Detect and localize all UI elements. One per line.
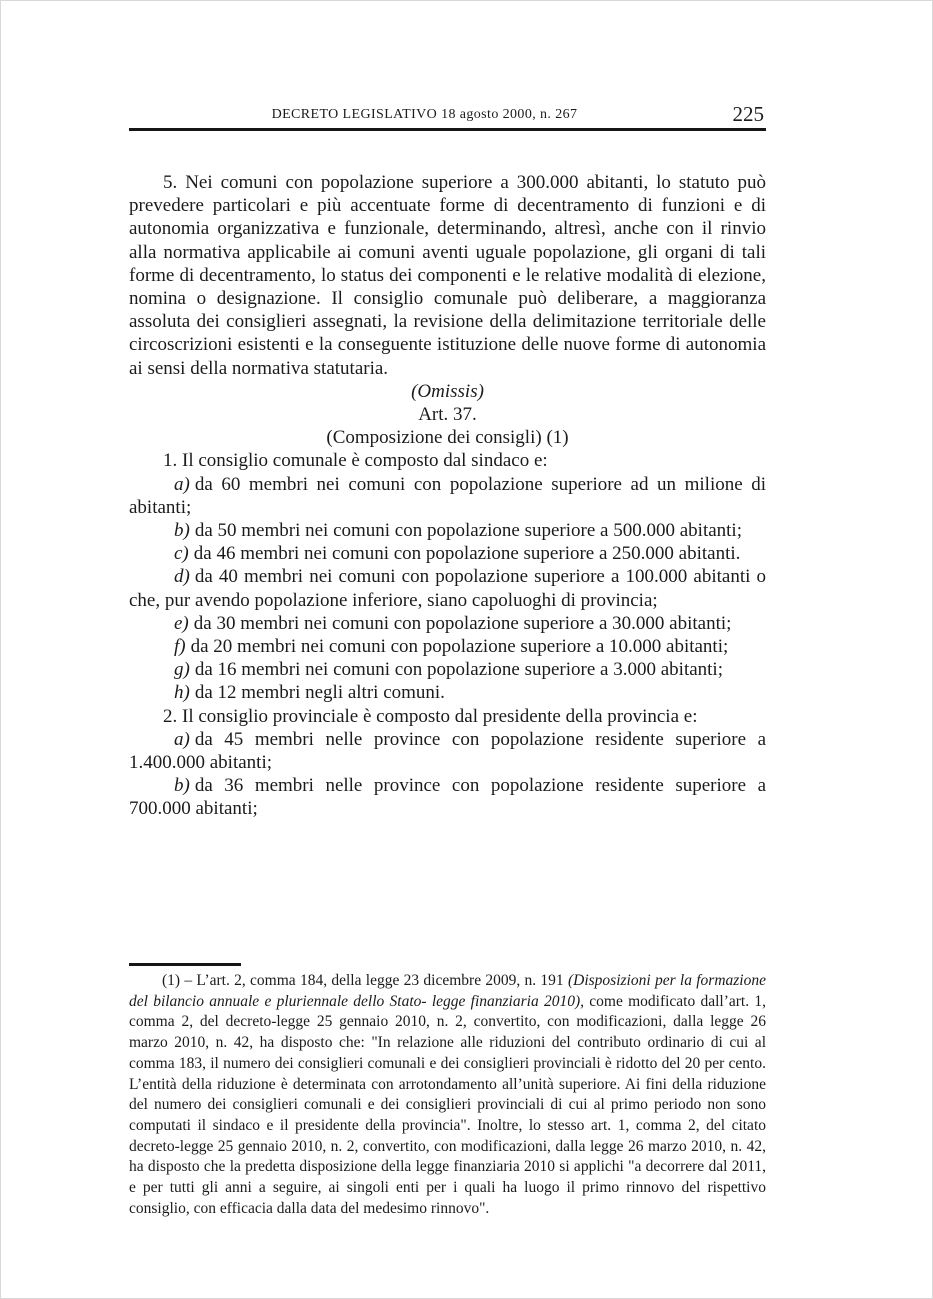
item-text: da 16 membri nei comuni con popolazione superiore a 3.000 abitanti; xyxy=(194,659,723,681)
list-item-1d xyxy=(129,565,766,611)
running-header-caption: DECRETO LEGISLATIVO 18 agosto 2000, n. 267 xyxy=(271,107,578,122)
comma-2-intro: 2. Il consiglio provinciale è composto dal presidente della provincia e: xyxy=(163,705,698,727)
item-letter: e) xyxy=(174,612,189,634)
running-header xyxy=(129,100,766,131)
comma-1-intro: 1. Il consiglio comunale è composto dal sindaco e: xyxy=(163,450,548,472)
list-item-1e xyxy=(129,612,766,635)
list-item-1h xyxy=(129,681,766,704)
page-number: 225 xyxy=(732,102,764,126)
item-text: da 12 membri negli altri comuni. xyxy=(194,682,445,704)
item-letter: b) xyxy=(174,520,190,542)
footnote-part-italic: (Disposizioni per la formazione del bilancio annuale e pluriennale dello Stato- legge finanziaria 2010), xyxy=(129,972,766,1010)
item-text: da 20 membri nei comuni con popolazione superiore a 10.000 abitanti; xyxy=(190,636,729,658)
paragraph-comma-5: 5. Nei comuni con popolazione superiore a 300.000 abitanti, lo statuto può prevedere particolari e più accentuate forme di decentramento di funzioni e di autonomia organizzativa e funzionale, determinando, altresì, anche con il rinvio alla normativa applicabile ai comuni aventi uguale popolazione, gli organi di tali forme di decentramento, lo status dei componenti e le relative modalità di elezione, nomina o designazione. Il consiglio comunale può deliberare, a maggioranza assoluta dei consiglieri assegnati, la revisione della delimitazione territoriale delle circoscrizioni esistenti e la conseguente istituzione delle nuove forme di autonomia ai sensi della normativa statutaria. xyxy=(129,172,766,379)
article-number: Art. 37. xyxy=(418,404,477,426)
item-letter: f) xyxy=(174,636,186,658)
item-text: da 50 membri nei comuni con popolazione superiore a 500.000 abitanti; xyxy=(194,520,742,542)
list-item-1b xyxy=(129,519,766,542)
item-text: da 40 membri nei comuni con popolazione superiore a 100.000 abitanti o che, pur avendo popolazione inferiore, siano capoluoghi di provincia; xyxy=(129,566,766,611)
list-item-1f xyxy=(129,635,766,658)
omissis-marker: (Omissis) xyxy=(411,380,484,402)
item-text: da 46 membri nei comuni con popolazione superiore a 250.000 abitanti. xyxy=(193,543,741,565)
article-title: (Composizione dei consigli) (1) xyxy=(326,427,569,449)
item-letter: a) xyxy=(174,473,190,495)
item-text: da 30 membri nei comuni con popolazione superiore a 30.000 abitanti; xyxy=(193,612,732,634)
item-text: da 36 membri nelle province con popolazione residente superiore a 700.000 abitanti; xyxy=(129,775,766,820)
list-item-2a xyxy=(129,728,766,774)
item-letter: a) xyxy=(174,728,190,750)
footnote-part-3: come modificato dall’art. 1, comma 2, del decreto-legge 25 gennaio 2010, n. 2, convertito, con modificazioni, dalla legge 26 marzo 2010, n. 42, ha disposto che: "In relazione alle riduzioni del contributo ordinario di cui al comma 183, il numero dei consiglieri comunali e dei consiglieri provinciali è ridotto del 20 per cento. L’entità della riduzione è determinata con arrotondamento all’unità superiore. Ai fini della riduzione del numero dei consiglieri comunali e dei consiglieri provinciali di cui al primo periodo non sono computati il sindaco e il presidente della provincia". Inoltre, lo stesso art. 1, comma 2, del citato decreto-legge 25 gennaio 2010, n. 2, convertito, con modificazioni, dalla legge 26 marzo 2010, n. 42, ha disposto che la predetta disposizione della legge finanziaria 2010 si applichi "a decorrere dal 2011, e per tutti gli anni a seguire, ai singoli enti per i quali ha luogo il primo rinnovo del rispettivo consiglio, con efficacia dalla data del medesimo rinnovo". xyxy=(129,992,766,1217)
item-letter: h) xyxy=(174,682,190,704)
item-text: da 45 membri nelle province con popolazione residente superiore a 1.400.000 abitanti; xyxy=(129,728,766,774)
list-item-2b xyxy=(129,774,766,820)
item-letter: d) xyxy=(174,566,190,588)
item-letter: g) xyxy=(174,659,190,681)
item-letter: c) xyxy=(174,543,189,565)
list-item-1c xyxy=(129,542,766,565)
footnote-part-1: (1) – L’art. 2, comma 184, della legge 23 dicembre 2009, n. 191 xyxy=(162,972,568,989)
footnote xyxy=(129,971,766,1219)
footnote-separator xyxy=(129,963,241,966)
list-item-1g xyxy=(129,658,766,681)
article-body xyxy=(129,171,766,821)
item-letter: b) xyxy=(174,775,190,797)
item-text: da 60 membri nei comuni con popolazione superiore ad un milione di abitanti; xyxy=(129,473,766,518)
footnote-text xyxy=(129,971,766,1219)
list-item-1a xyxy=(129,473,766,519)
